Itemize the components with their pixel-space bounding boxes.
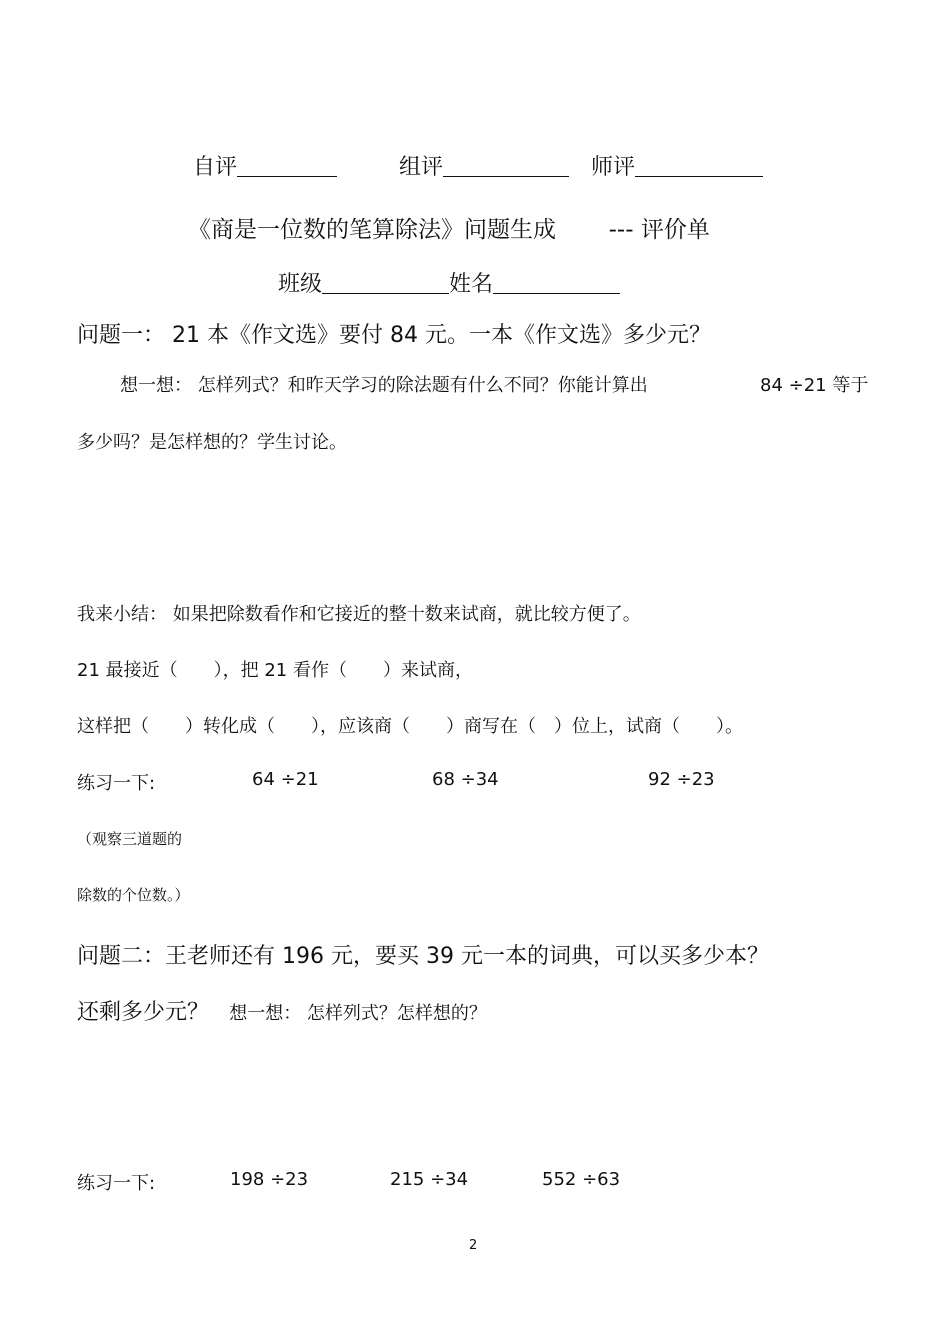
- problem2-line2-main: 还剩多少元？: [77, 1000, 210, 1025]
- page-number: 2: [469, 1238, 478, 1253]
- class-blank[interactable]: [322, 271, 449, 294]
- page-title: [188, 211, 710, 244]
- problem2-line2-think: 想一想： 怎样列式？怎样想的？: [229, 1003, 487, 1024]
- summary-line2: 21 最接近（ ），把 21 看作（ ）来试商，: [77, 660, 473, 681]
- student-info: [278, 267, 620, 298]
- self-eval-label: 自评: [193, 155, 238, 180]
- title-suffix: --- 评价单: [608, 217, 710, 243]
- group-eval-blank[interactable]: [443, 154, 569, 177]
- practice2-label: 练习一下:: [77, 1173, 156, 1194]
- evaluation-line: [193, 150, 763, 181]
- teacher-eval-label: 师评: [591, 155, 636, 180]
- problem1-think-part2: 多少吗？是怎样想的？学生讨论。: [77, 432, 347, 453]
- practice1-label: 练习一下:: [77, 773, 156, 794]
- problem2-line2: [77, 995, 487, 1026]
- practice2-item: 552 ÷63: [542, 1169, 621, 1190]
- self-eval-blank[interactable]: [237, 154, 337, 177]
- practice2-item: 198 ÷23: [230, 1169, 309, 1190]
- teacher-eval-blank[interactable]: [635, 154, 763, 177]
- practice1-note-line1: （观察三道题的: [77, 830, 183, 848]
- problem1-text: 问题一： 21 本《作文选》要付 84 元。一本《作文选》多少元？: [77, 323, 711, 348]
- practice1-item: 64 ÷21: [252, 769, 319, 790]
- title-main: 《商是一位数的笔算除法》问题生成: [188, 217, 556, 243]
- class-label: 班级: [278, 272, 323, 297]
- practice1-item: 68 ÷34: [432, 769, 499, 790]
- summary-line1: 我来小结： 如果把除数看作和它接近的整十数来试商，就比较方便了。: [77, 604, 641, 625]
- summary-line3: 这样把（ ）转化成（ ），应该商（ ）商写在（ ）位上，试商（ ）。: [77, 716, 743, 737]
- problem2-line1: 问题二：王老师还有 196 元，要买 39 元一本的词典，可以买多少本？: [77, 944, 769, 969]
- practice1-item: 92 ÷23: [648, 769, 715, 790]
- problem1-think-expr: 84 ÷21 等于: [760, 375, 869, 396]
- name-label: 姓名: [449, 272, 494, 297]
- name-blank[interactable]: [493, 271, 620, 294]
- practice1-note-line2: 除数的个位数。）: [77, 886, 190, 904]
- practice2-item: 215 ÷34: [390, 1169, 469, 1190]
- problem1-think-part1: 想一想： 怎样列式？和昨天学习的除法题有什么不同？你能计算出: [120, 375, 648, 396]
- group-eval-label: 组评: [399, 155, 444, 180]
